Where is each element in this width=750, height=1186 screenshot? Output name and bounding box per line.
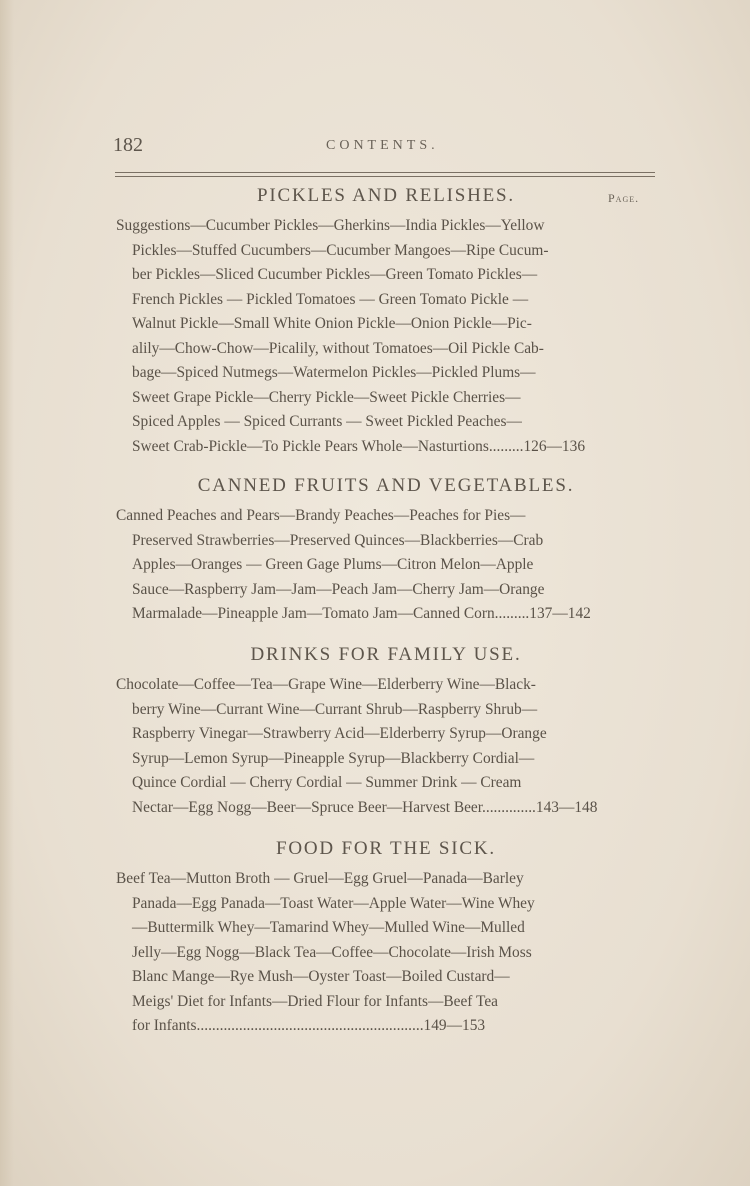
- section-pickles-and-relishes: [116, 184, 656, 459]
- entry-line-with-pages: for Infants...........................................................149—153: [132, 1017, 486, 1034]
- entry-line: Suggestions—Cucumber Pickles—Gherkins—India Pickles—Yellow: [116, 217, 545, 234]
- entry-line: French Pickles — Pickled Tomatoes — Green Tomato Pickle —: [132, 290, 529, 308]
- entry-line: Syrup—Lemon Syrup—Pineapple Syrup—Blackberry Cordial—: [132, 749, 535, 767]
- entry-line: —Buttermilk Whey—Tamarind Whey—Mulled Wine—Mulled: [132, 919, 525, 936]
- section-entry: [116, 673, 656, 820]
- entry-line: Sweet Grape Pickle—Cherry Pickle—Sweet Pickle Cherries—: [132, 388, 521, 406]
- entry-line: Spiced Apples — Spiced Currants — Sweet Pickled Peaches—: [132, 413, 522, 430]
- entry-line: Panada—Egg Panada—Toast Water—Apple Water—Wine Whey: [132, 894, 535, 912]
- section-entry: [116, 867, 656, 1039]
- entry-line: Canned Peaches and Pears—Brandy Peaches—Peaches for Pies—: [116, 507, 526, 524]
- entry-line: Quince Cordial — Cherry Cordial — Summer Drink — Cream: [132, 774, 522, 791]
- entry-line-with-pages: Nectar—Egg Nogg—Beer—Spruce Beer—Harvest Beer..............143—148: [132, 798, 598, 816]
- entry-line: Meigs' Diet for Infants—Dried Flour for Infants—Beef Tea: [132, 992, 498, 1010]
- entry-line: alily—Chow-Chow—Picalily, without Tomatoes—Oil Pickle Cab-: [132, 339, 544, 357]
- entry-line: Raspberry Vinegar—Strawberry Acid—Elderberry Syrup—Orange: [132, 725, 547, 742]
- page-edge-shadow: [0, 0, 14, 1186]
- section-entry: [116, 504, 656, 627]
- entry-line: ber Pickles—Sliced Cucumber Pickles—Green Tomato Pickles—: [132, 266, 538, 283]
- entry-line: Blanc Mange—Rye Mush—Oyster Toast—Boiled Custard—: [132, 968, 510, 985]
- entry-line: Sauce—Raspberry Jam—Jam—Peach Jam—Cherry Jam—Orange: [132, 580, 545, 598]
- page-column-label: Page.: [608, 191, 640, 205]
- section-title: FOOD FOR THE SICK.: [276, 838, 496, 859]
- entry-line: Beef Tea—Mutton Broth — Gruel—Egg Gruel—Panada—Barley: [116, 870, 524, 887]
- page-number: 182: [113, 134, 143, 156]
- running-title: CONTENTS.: [326, 138, 439, 153]
- section-entry: [116, 214, 656, 459]
- header-rule: [115, 172, 655, 177]
- section-food-for-the-sick: [116, 837, 656, 1039]
- section-canned-fruits-and-vegetables: [116, 474, 656, 627]
- entry-line: Apples—Oranges — Green Gage Plums—Citron Melon—Apple: [132, 556, 534, 573]
- section-drinks-for-family-use: [116, 643, 656, 820]
- section-title: PICKLES AND RELISHES.: [257, 185, 515, 206]
- section-title: DRINKS FOR FAMILY USE.: [250, 644, 522, 665]
- entry-line: Walnut Pickle—Small White Onion Pickle—Onion Pickle—Pic-: [132, 315, 532, 332]
- section-title: CANNED FRUITS AND VEGETABLES.: [197, 475, 575, 496]
- entry-line: bage—Spiced Nutmegs—Watermelon Pickles—Pickled Plums—: [132, 364, 536, 381]
- entry-line: Chocolate—Coffee—Tea—Grape Wine—Elderberry Wine—Black-: [116, 676, 536, 693]
- page-header: [113, 134, 653, 164]
- entry-line: Preserved Strawberries—Preserved Quinces—Blackberries—Crab: [132, 531, 544, 549]
- entry-line-with-pages: Sweet Crab-Pickle—To Pickle Pears Whole—Nasturtions.........126—136: [132, 437, 586, 455]
- entry-line: Jelly—Egg Nogg—Black Tea—Coffee—Chocolate—Irish Moss: [132, 943, 532, 961]
- entry-line: berry Wine—Currant Wine—Currant Shrub—Raspberry Shrub—: [132, 700, 538, 718]
- entry-line-with-pages: Marmalade—Pineapple Jam—Tomato Jam—Canned Corn.........137—142: [132, 605, 591, 622]
- entry-line: Pickles—Stuffed Cucumbers—Cucumber Mangoes—Ripe Cucum-: [132, 241, 549, 259]
